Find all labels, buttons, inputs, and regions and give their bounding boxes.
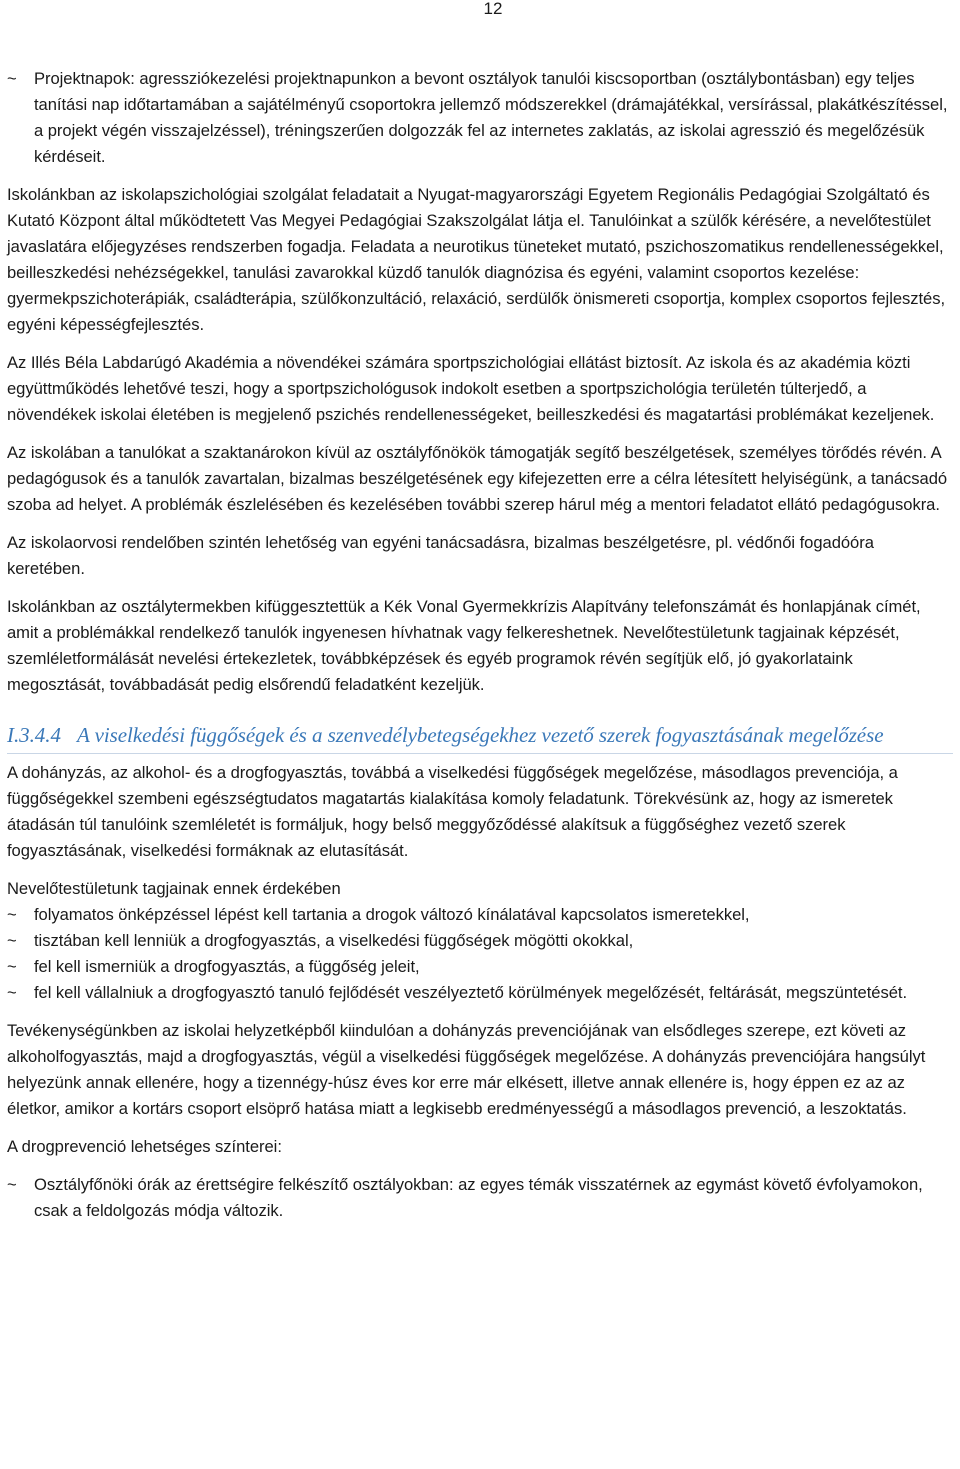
- paragraph-blue-line: Iskolánkban az osztálytermekben kifüggesztettük a Kék Vonal Gyermekkrízis Alapítvány telefonszámát és honlapjának címét, amit a problémákkal rendelkező tanulók ingyenesen hívhatnak vagy felkereshetnek. Nevelőtestületunk tagjainak képzését, szemléletformálását nevelési értekezletek, továbbképzések és egyéb programok révén segítjük elő, jó gyakorlataink megosztását, továbbadását pedig elsőrendű feladatként kezeljük.: [7, 597, 921, 694]
- tilde-bullet-icon: ~: [7, 905, 17, 924]
- paragraph-prevention-intro: A dohányzás, az alkohol- és a drogfogyasztás, továbbá a viselkedési függőségek megelőzése, másodlagos prevenciója, a függőségekkel szembeni egészségtudatos magatartás kialakítása komoly feladatunk. Törekvésünk az, hogy az ismeretek átadásán túl tanulóink szemléletét is formáljuk, hogy belső meggyőződéssé alakítsuk a függőséghez vezető szerek fogyasztásának, viselkedési formáknak az elutasítását.: [7, 763, 898, 860]
- list-item: [7, 902, 953, 928]
- section-title: A viselkedési függőségek és a szenvedélybetegségekhez vezető szerek fogyasztásának megelőzése: [77, 723, 884, 747]
- tilde-bullet-icon: ~: [7, 957, 17, 976]
- list-item-text: folyamatos önképzéssel lépést kell tartania a drogok változó kínálatával kapcsolatos ismeretekkel,: [34, 905, 750, 924]
- paragraph-class-teachers: Az iskolában a tanulókat a szaktanárokon kívül az osztályfőnökök támogatják segítő beszélgetések, személyes törődés révén. A pedagógusok és a tanulók zavartalan, bizalmas beszélgetésének egy kifejezetten erre a célra létesített helyiségünk, a tanácsadó szoba ad helyet. A problémák észlelésében és kezelésében további szerep hárul még a mentori feladatot ellátó pedagógusokra.: [7, 443, 948, 514]
- list-item: [7, 980, 953, 1006]
- intro-bullet-list: [7, 66, 953, 170]
- paragraph-football-academy: Az Illés Béla Labdarúgó Akadémia a növendékei számára sportpszichológiai ellátást biztosít. Az iskola és az akadémia közti együttműködés lehetővé teszi, hogy a sportpszichológusok indokolt esetben a sportpszichológia területén túlterjedő, a növendékek iskolai életében is megjelenő pszichés rendellenességeket, beilleszkedési és magatartási problémákat kezeljenek.: [7, 353, 935, 424]
- list-intro: Nevelőtestületunk tagjainak ennek érdekében: [7, 879, 341, 898]
- page-number: 12: [483, 0, 503, 18]
- list-item: [7, 954, 953, 980]
- list-item-text: Osztályfőnöki órák az érettségire felkészítő osztályokban: az egyes témák visszatérnek az egymást követő évfolyamokon, csak a feldolgozás módja változik.: [34, 1175, 923, 1220]
- tilde-bullet-icon: ~: [7, 69, 17, 88]
- venues-intro: A drogprevenció lehetséges színterei:: [7, 1137, 282, 1156]
- page-content: [7, 66, 953, 1236]
- paragraph-school-psychology: Iskolánkban az iskolapszichológiai szolgálat feladatait a Nyugat-magyarországi Egyetem Regionális Pedagógiai Szolgáltató és Kutató Központ által működtetett Vas Megyei Pedagógiai Szakszolgálat látja el. Tanulóinkat a szülők kérésére, a nevelőtestület javaslatára előjegyzéses rendszerben fogadja. Feladata a neurotikus tüneteket mutató, pszichoszomatikus rendellenességekkel, beilleszkedési nehézségekkel, tanulási zavarokkal küzdő tanulók diagnózisa és egyéni, valamint csoportos kezelése: gyermekpszichoterápiák, családterápia, szülőkonzultáció, relaxáció, serdülők önismereti csoportja, komplex csoportos fejlesztés, egyéni képességfejlesztés.: [7, 185, 946, 334]
- venues-list: [7, 1172, 953, 1224]
- staff-duties-list: [7, 876, 953, 1006]
- list-item-text: Projektnapok: agressziókezelési projektnapunkon a bevont osztályok tanulói kiscsoportban (osztálybontásban) egy teljes tanítási nap időtartamában a sajátélményű csoportokra jellemző módszerekkel (drámajátékkal, versírással, plakátkészítéssel, a projekt végén visszajelzéssel), tréningszerűen dolgozzák fel az internetes zaklatás, az iskolai agresszió és megelőzésük kérdéseit.: [34, 69, 948, 166]
- tilde-bullet-icon: ~: [7, 931, 17, 950]
- list-item: [7, 66, 953, 170]
- section-heading: [7, 720, 953, 754]
- tilde-bullet-icon: ~: [7, 983, 17, 1002]
- list-item-text: fel kell ismerniük a drogfogyasztás, a függőség jeleit,: [34, 957, 420, 976]
- section-number: I.3.4.4: [7, 723, 61, 747]
- list-item-text: tisztában kell lenniük a drogfogyasztás, a viselkedési függőségek mögötti okokkal,: [34, 931, 634, 950]
- tilde-bullet-icon: ~: [7, 1175, 17, 1194]
- paragraph-activities: Tevékenységünkben az iskolai helyzetképből kiindulóan a dohányzás prevenciójának van elsődleges szerepe, ezt követi az alkoholfogyasztás, majd a drogfogyasztás, végül a viselkedési függőségek megelőzése. A dohányzás prevenciójára hangsúlyt helyezünk annak ellenére, hogy a tizennégy-húsz éves kor erre már elkésett, illetve annak ellenére is, hogy éppen ez az az életkor, amikor a kortárs csoport elsöprő hatása miatt a legkisebb eredményességű a másodlagos prevenció, a leszoktatás.: [7, 1021, 926, 1118]
- list-item: [7, 1172, 953, 1224]
- paragraph-school-doctor: Az iskolaorvosi rendelőben szintén lehetőség van egyéni tanácsadásra, bizalmas beszélgetésre, pl. védőnői fogadóóra keretében.: [7, 533, 874, 578]
- list-item: [7, 928, 953, 954]
- list-item-text: fel kell vállalniuk a drogfogyasztó tanuló fejlődését veszélyeztető körülmények megelőzését, feltárását, megszüntetését.: [34, 983, 908, 1002]
